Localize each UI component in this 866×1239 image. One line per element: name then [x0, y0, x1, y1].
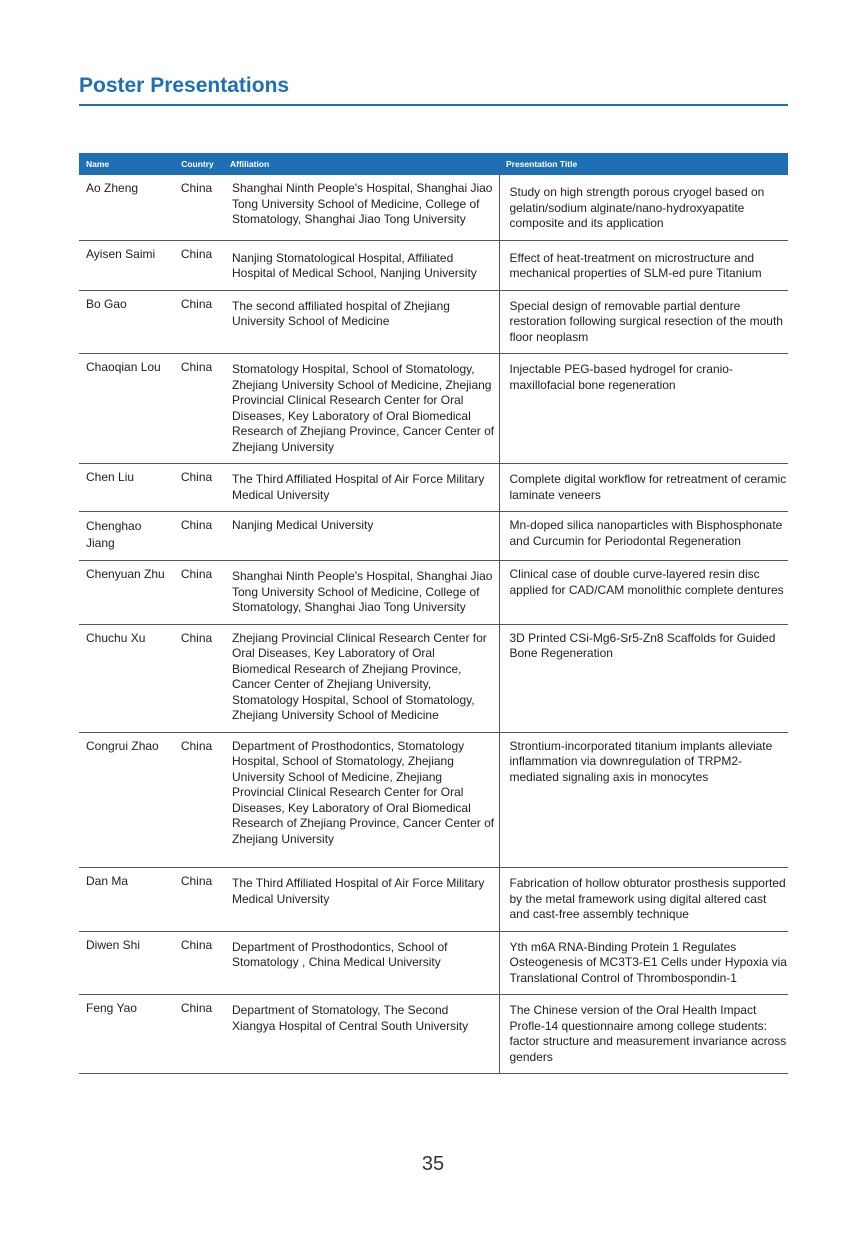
cell-name: Feng Yao: [79, 995, 172, 1074]
cell-affiliation: [223, 464, 499, 512]
cell-name: Chuchu Xu: [79, 624, 172, 732]
cell-affiliation-text: Department of Prosthodontics, School of Stomatology , China Medical University: [232, 939, 448, 969]
cell-presentation-title: [499, 240, 788, 290]
table-row: [79, 175, 788, 240]
cell-name: Ayisen Saimi: [79, 240, 172, 290]
header-country: Country: [172, 153, 223, 175]
cell-name: Chenghao Jiang: [79, 512, 172, 561]
cell-presentation-title: Strontium-incorporated titanium implants alleviate inflammation via downregulation of TRPM2-mediated signaling axis in monocytes: [499, 732, 788, 868]
cell-affiliation-text: Nanjing Stomatological Hospital, Affiliated Hospital of Medical School, Nanjing University: [232, 250, 477, 280]
cell-name: Congrui Zhao: [79, 732, 172, 868]
cell-country: China: [172, 175, 223, 240]
cell-affiliation: [223, 931, 499, 995]
cell-affiliation-text: Department of Stomatology, The Second Xiangya Hospital of Central South University: [232, 1003, 469, 1033]
page-number: 35: [421, 1153, 445, 1175]
header-presentation-title: Presentation Title: [499, 153, 788, 175]
header-affiliation: Affiliation: [223, 153, 499, 175]
cell-presentation-title: [499, 995, 788, 1074]
table-row: [79, 290, 788, 354]
cell-country: China: [172, 290, 223, 354]
header-name: Name: [79, 153, 172, 175]
cell-country: China: [172, 512, 223, 561]
cell-country: China: [172, 931, 223, 995]
cell-title-text: Study on high strength porous cryogel based on gelatin/sodium alginate/nano-hydroxyapatite composite and its application: [509, 185, 765, 230]
cell-affiliation-text: Shanghai Ninth People's Hospital, Shanghai Jiao Tong University School of Medicine, College of Stomatology, Shanghai Jiao Tong University: [232, 569, 493, 614]
cell-name: Ao Zheng: [79, 175, 172, 240]
cell-name: Dan Ma: [79, 868, 172, 932]
cell-affiliation: [223, 354, 499, 464]
cell-presentation-title: [499, 354, 788, 464]
cell-country: China: [172, 464, 223, 512]
cell-affiliation: [223, 290, 499, 354]
table-row: [79, 354, 788, 464]
cell-presentation-title: 3D Printed CSi-Mg6-Sr5-Zn8 Scaffolds for Guided Bone Regeneration: [499, 624, 788, 732]
cell-affiliation-text: The Third Affiliated Hospital of Air Force Military Medical University: [232, 876, 485, 906]
cell-country: China: [172, 240, 223, 290]
cell-country: China: [172, 995, 223, 1074]
cell-presentation-title: [499, 868, 788, 932]
cell-affiliation-text: The second affiliated hospital of Zhejiang University School of Medicine: [232, 298, 450, 328]
title-underline: [79, 104, 788, 106]
cell-title-text: Special design of removable partial denture restoration following surgical resection of the mouth floor neoplasm: [509, 298, 783, 344]
cell-name: Bo Gao: [79, 290, 172, 354]
table-row: [79, 561, 788, 625]
cell-affiliation: [223, 732, 499, 868]
table-header-row: [79, 153, 788, 175]
cell-name: Chaoqian Lou: [79, 354, 172, 464]
cell-country: China: [172, 624, 223, 732]
cell-affiliation-text: The Third Affiliated Hospital of Air Force Military Medical University: [232, 472, 485, 502]
poster-presentations-table: [79, 153, 788, 1074]
cell-presentation-title: Clinical case of double curve-layered resin disc applied for CAD/CAM monolithic complete dentures: [499, 561, 788, 625]
cell-affiliation: [223, 561, 499, 625]
table-row: [79, 464, 788, 512]
cell-country: China: [172, 354, 223, 464]
cell-affiliation: [223, 240, 499, 290]
page-title: Poster Presentations: [79, 74, 290, 97]
cell-affiliation: Shanghai Ninth People's Hospital, Shanghai Jiao Tong University School of Medicine, College of Stomatology, Shanghai Jiao Tong University: [223, 175, 499, 240]
cell-name: Diwen Shi: [79, 931, 172, 995]
cell-affiliation: Zhejiang Provincial Clinical Research Center for Oral Diseases, Key Laboratory of Oral Biomedical Research of Zhejiang Province, Cancer Center of Zhejiang University, Stomatology Hospital, School of Stomatology, Zhejiang University School of Medicine: [223, 624, 499, 732]
cell-title-text: Yth m6A RNA-Binding Protein 1 Regulates Osteogenesis of MC3T3-E1 Cells under Hypoxia via Translational Control of Thrombospondin-1: [509, 939, 787, 985]
table-row: [79, 512, 788, 561]
cell-affiliation: [223, 868, 499, 932]
cell-title-text: The Chinese version of the Oral Health Impact Profle-14 questionnaire among college students: factor structure and measurement invariance across genders: [509, 1003, 787, 1064]
cell-country: China: [172, 561, 223, 625]
cell-affiliation: Nanjing Medical University: [223, 512, 499, 561]
table-row: [79, 868, 788, 932]
cell-name: Chenyuan Zhu: [79, 561, 172, 625]
cell-affiliation-text: Stomatology Hospital, School of Stomatology, Zhejiang University School of Medicine, Zhejiang Provincial Clinical Research Center for Oral Diseases, Key Laboratory of Oral Biomedical Research of Zhejiang Province, Cancer Center of Zhejiang University: [232, 362, 495, 454]
cell-presentation-title: [499, 464, 788, 512]
table-row: [79, 931, 788, 995]
table-row: [79, 732, 788, 868]
table-row: [79, 624, 788, 732]
cell-title-text: Injectable PEG-based hydrogel for cranio-maxillofacial bone regeneration: [509, 362, 733, 392]
table-row: [79, 240, 788, 290]
table-row: [79, 995, 788, 1074]
cell-presentation-title: [499, 175, 788, 240]
cell-country: China: [172, 732, 223, 868]
cell-title-text: Effect of heat-treatment on microstructure and mechanical properties of SLM-ed pure Titanium: [509, 250, 762, 280]
cell-affiliation: [223, 995, 499, 1074]
cell-affiliation-text: Department of Prosthodontics, Stomatology Hospital, School of Stomatology, Zhejiang University School of Medicine, Zhejiang Provincial Clinical Research Center for Oral Diseases, Key Laboratory of Oral Biomedical Research of Zhejiang Province, Cancer Center of Zhejiang University: [232, 738, 495, 846]
cell-title-text: Complete digital workflow for retreatment of ceramic laminate veneers: [509, 472, 787, 502]
cell-country: China: [172, 868, 223, 932]
cell-name: Chen Liu: [79, 464, 172, 512]
cell-presentation-title: [499, 931, 788, 995]
cell-presentation-title: Mn-doped silica nanoparticles with Bisphosphonate and Curcumin for Periodontal Regeneration: [499, 512, 788, 561]
cell-title-text: Fabrication of hollow obturator prosthesis supported by the metal framework using digital altered cast and cast-free assembly technique: [509, 876, 786, 921]
cell-presentation-title: [499, 290, 788, 354]
